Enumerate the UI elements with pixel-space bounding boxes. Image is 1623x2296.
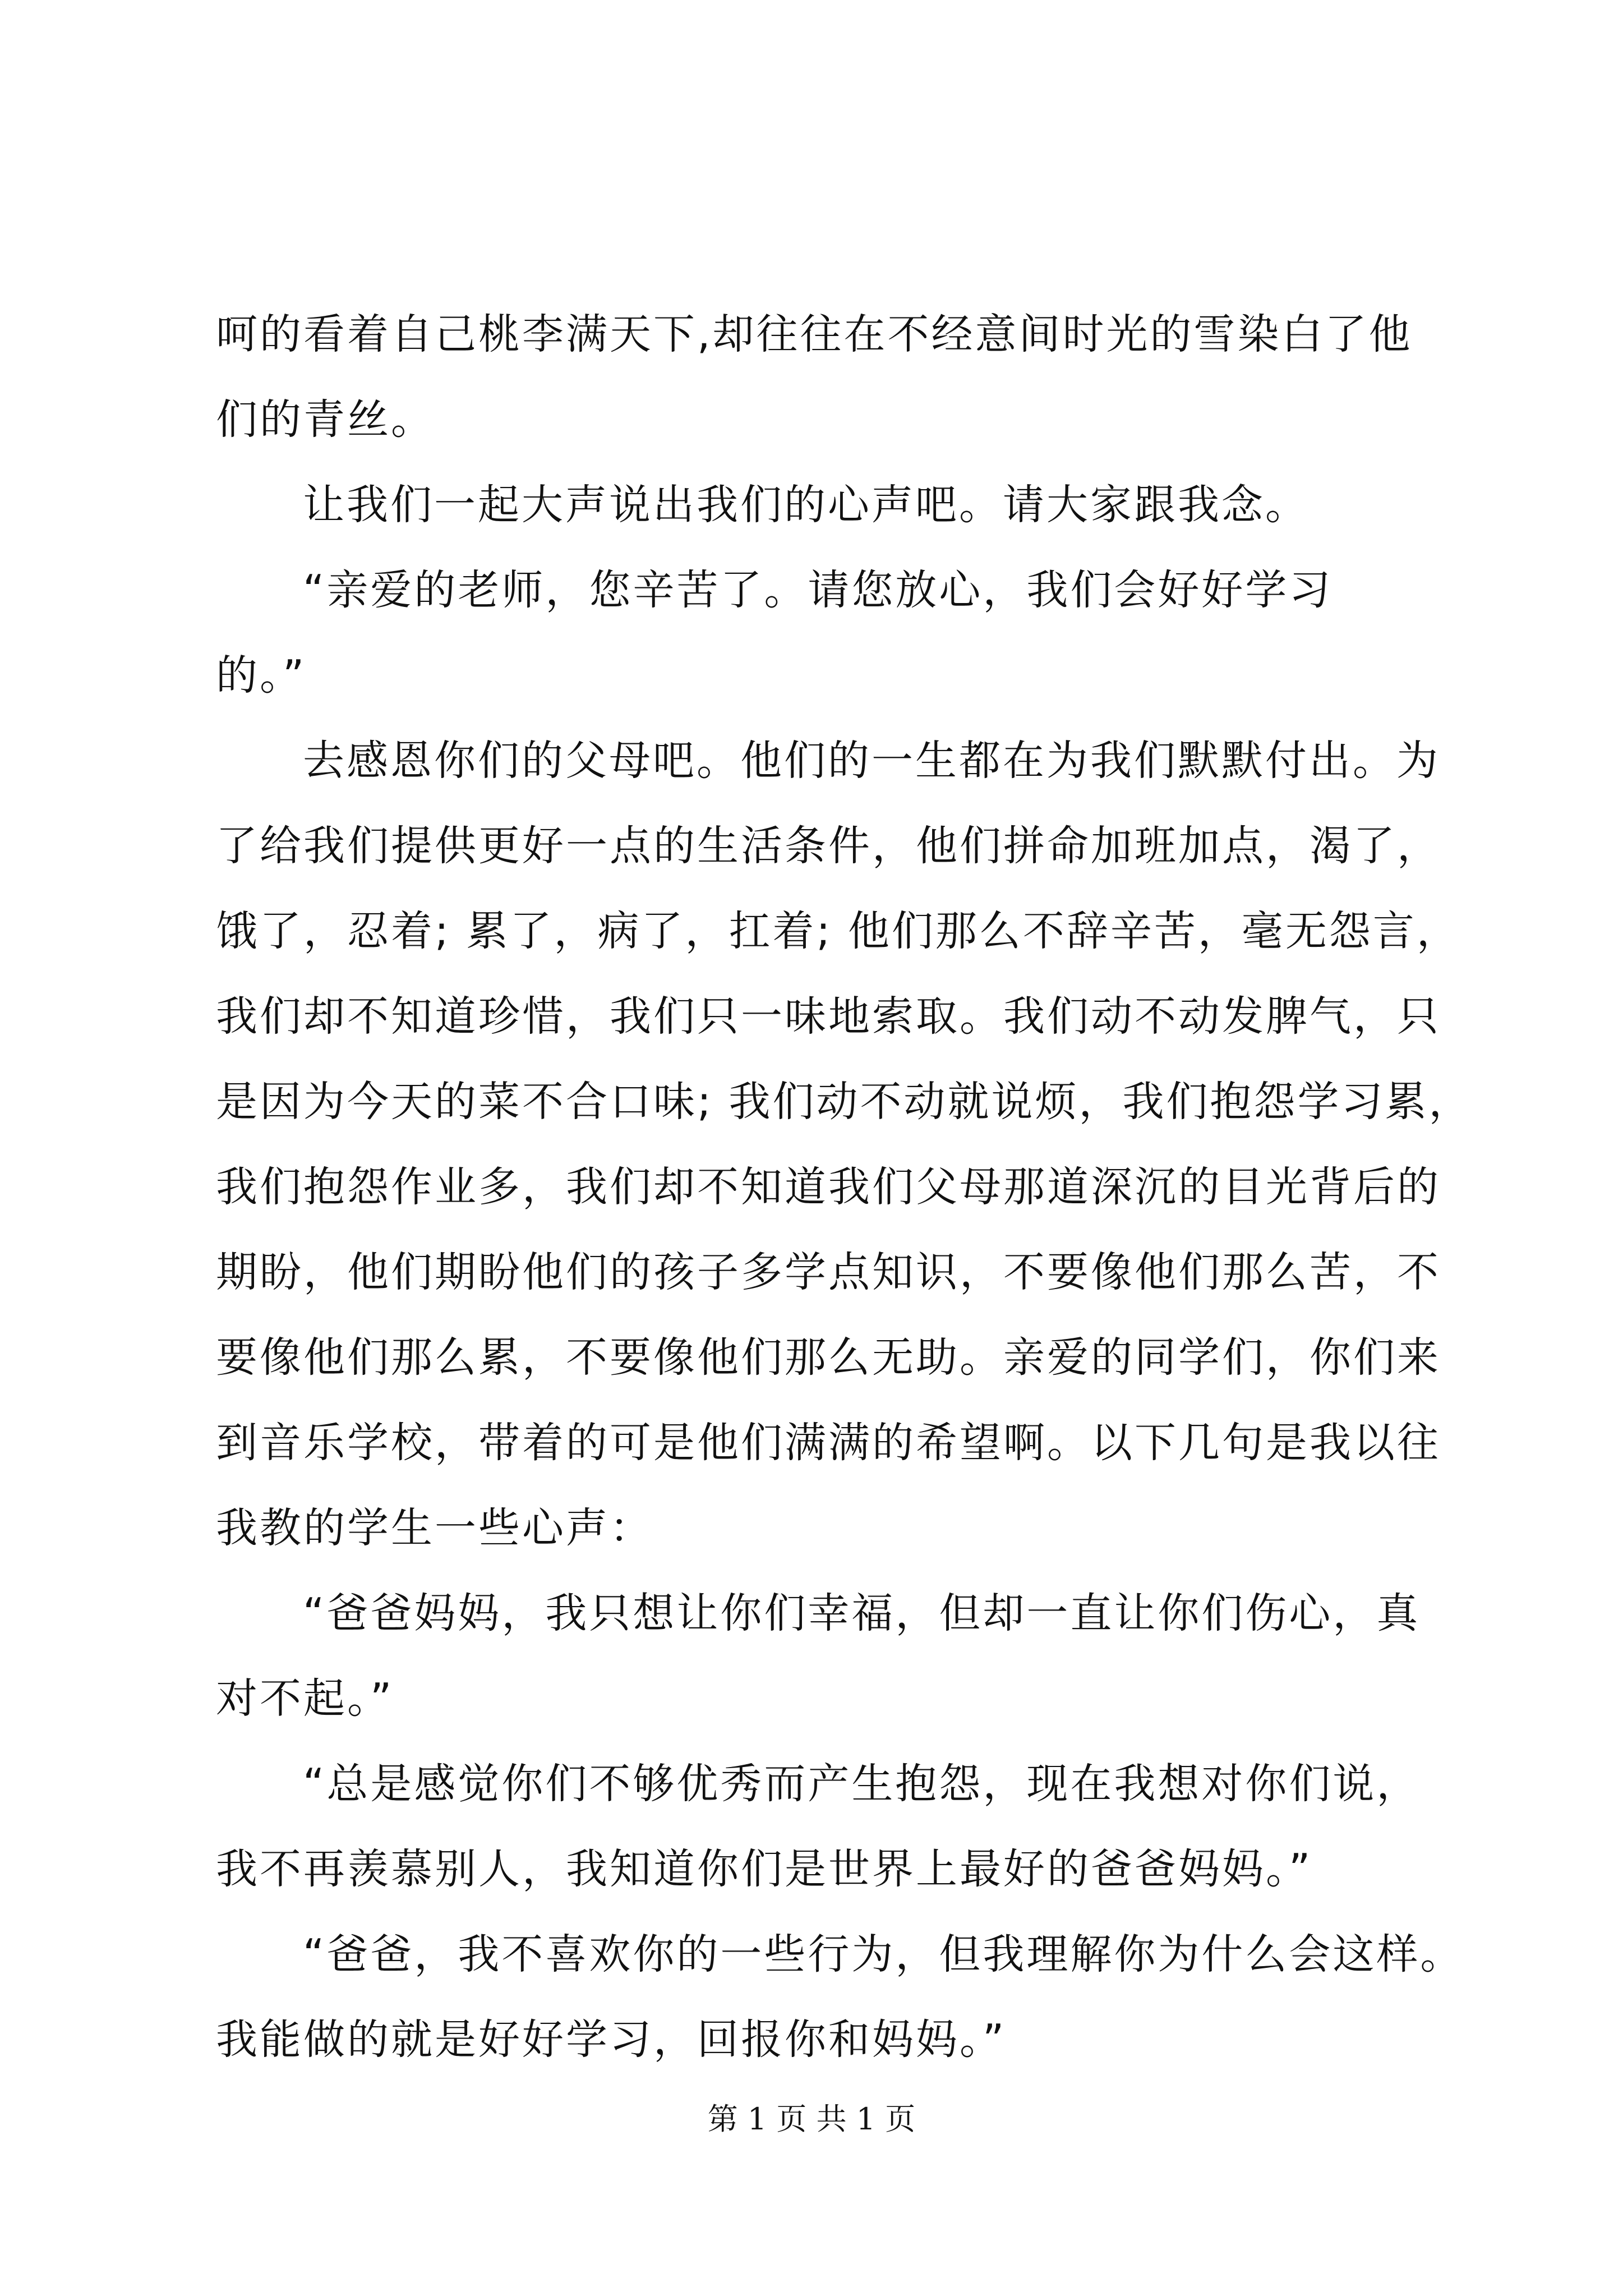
text-line: 了给我们提供更好一点的生活条件，他们拼命加班加点，渴了， xyxy=(216,822,1441,870)
document-body xyxy=(216,292,1473,2082)
text-line: 们的青丝。 xyxy=(216,395,435,444)
text-line: 我们抱怨作业多，我们却不知道我们父母那道深沉的目光背后的 xyxy=(216,1163,1441,1211)
text-line: 的。” xyxy=(216,651,307,700)
text-line: 我们却不知道珍惜，我们只一味地索取。我们动不动发脾气，只 xyxy=(216,992,1441,1041)
text-line: 饿了，忍着; 累了，病了，扛着; 他们那么不辞辛苦，毫无怨言， xyxy=(216,907,1460,955)
page-number-footer: 第 1 页 共 1 页 xyxy=(707,2101,916,2137)
text-line: 我不再羡慕别人，我知道你们是世界上最好的爸爸妈妈。” xyxy=(216,1845,1313,1893)
text-line: 我能做的就是好好学习，回报你和妈妈。” xyxy=(216,2016,1007,2064)
text-line: 去感恩你们的父母吧。他们的一生都在为我们默默付出。为 xyxy=(303,737,1440,785)
text-line: 到音乐学校，带着的可是他们满满的希望啊。以下几句是我以往 xyxy=(216,1419,1441,1467)
text-line: “爸爸妈妈，我只想让你们幸福，但却一直让你们伤心，真 xyxy=(303,1589,1421,1637)
text-line: 是因为今天的菜不合口味; 我们动不动就说烦，我们抱怨学习累， xyxy=(216,1078,1473,1126)
text-line: 呵的看着自己桃李满天下,却往往在不经意间时光的雪染白了他 xyxy=(216,310,1413,358)
text-line: “爸爸，我不喜欢你的一些行为，但我理解你为什么会这样。 xyxy=(303,1930,1464,1978)
text-line: 对不起。” xyxy=(216,1674,394,1723)
text-line: 要像他们那么累，不要像他们那么无助。亲爱的同学们，你们来 xyxy=(216,1333,1441,1382)
text-line: 期盼，他们期盼他们的孩子多学点知识，不要像他们那么苦，不 xyxy=(216,1248,1441,1296)
text-line: “总是感觉你们不够优秀而产生抱怨，现在我想对你们说， xyxy=(303,1760,1421,1808)
text-line: 让我们一起大声说出我们的心声吧。请大家跟我念。 xyxy=(303,481,1309,529)
text-line: 我教的学生一些心声： xyxy=(216,1504,653,1552)
text-line: “亲爱的老师，您辛苦了。请您放心，我们会好好学习 xyxy=(303,566,1333,614)
